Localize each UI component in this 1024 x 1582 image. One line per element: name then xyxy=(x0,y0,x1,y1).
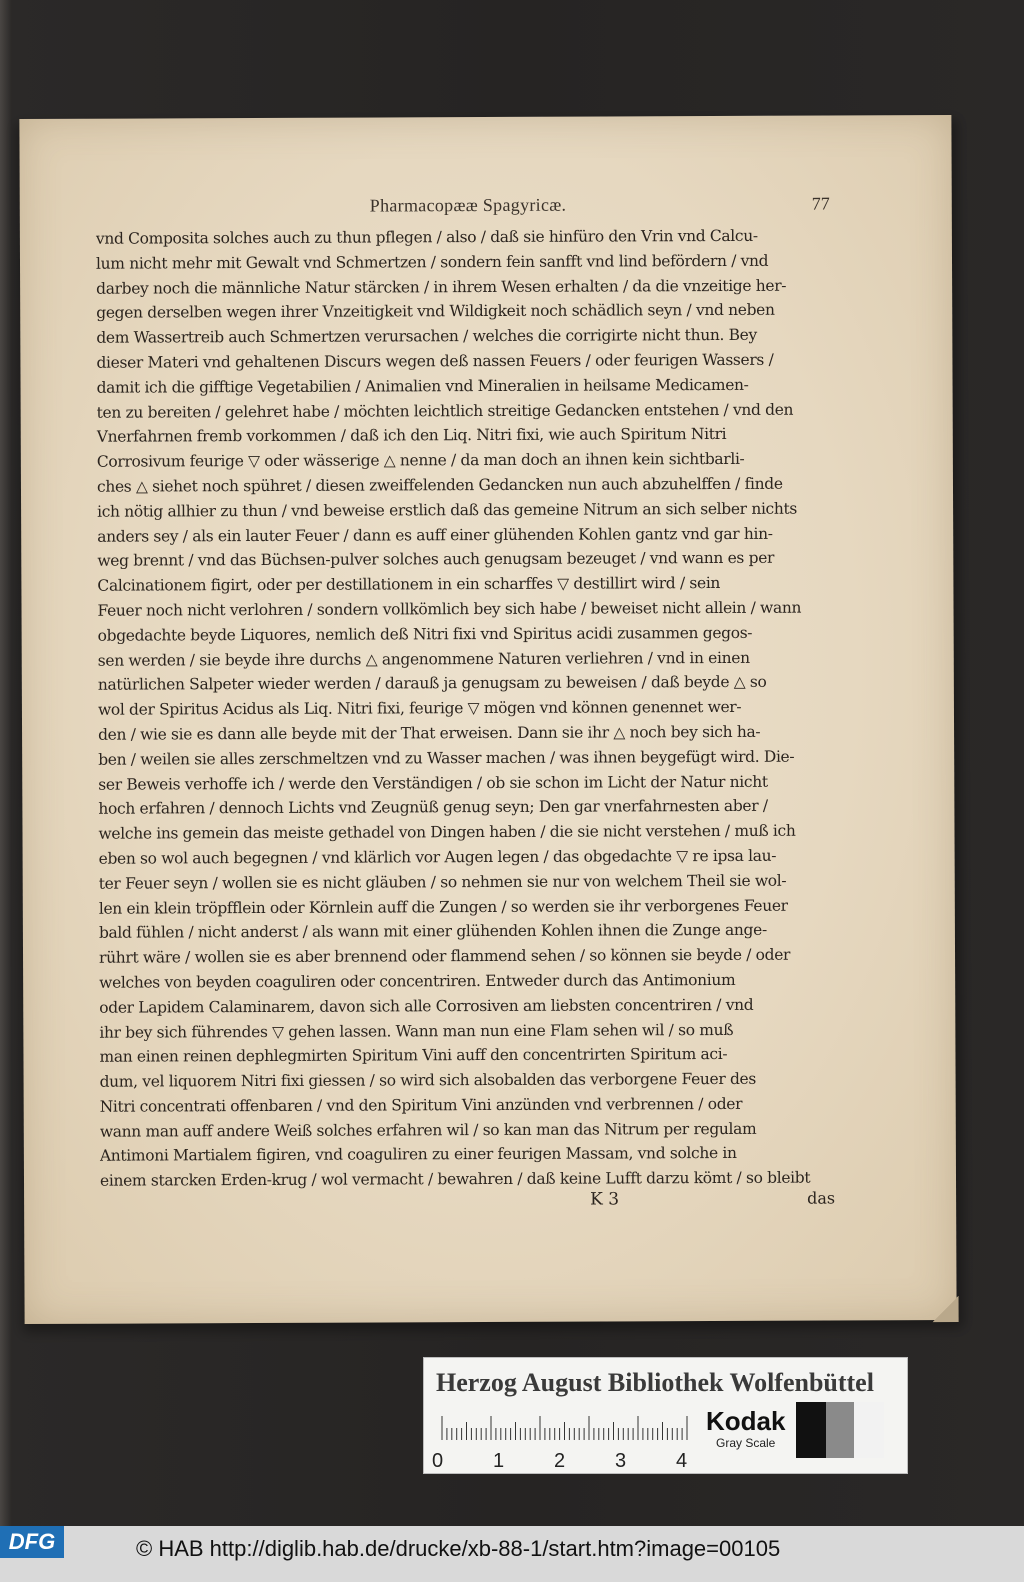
book-spine-edge xyxy=(0,0,12,1540)
text-line: weg brennt / vnd das Büchsen-pulver solches auch genugsam bezeuget / vnd wann es per xyxy=(97,549,775,571)
ruler-numbers xyxy=(432,1450,702,1474)
text-line: dieser Materi vnd gehaltenen Discurs wegen deß nassen Feuers / oder feurigen Wassers / xyxy=(96,350,774,372)
text-line: den / wie sie es dann alle beyde mit der That erweisen. Dann sie ihr △ noch bey sich ha- xyxy=(98,722,761,744)
page-footer xyxy=(100,1188,835,1221)
text-line: eben so wol auch begegnen / vnd klärlich vor Augen legen / das obgedachte ▽ re ipsa lau- xyxy=(98,846,777,868)
page-number: 77 xyxy=(811,193,830,214)
gray-patch xyxy=(826,1402,854,1458)
text-line: dem Wassertreib auch Schmertzen verursachen / welches die corrigirte nicht thun. Bey xyxy=(96,326,757,347)
text-line: welche ins gemein das meiste gethadel von Dingen haben / die sie nicht verstehen / muß ich xyxy=(98,821,796,843)
text-line: man einen reinen dephlegmirten Spiritum Vini auff den concentrirten Spiritum aci- xyxy=(99,1045,728,1066)
page-header xyxy=(370,194,830,226)
text-line: ches △ siehet noch spühret / diesen zweiffelenden Gedancken nun auch abzuhelffen / finde xyxy=(96,474,783,496)
text-line: sen werden / sie beyde ihre durchs △ angenommene Naturen verliehren / vnd in einen xyxy=(97,648,750,670)
gray-patch xyxy=(854,1402,884,1458)
text-line: lum nicht mehr mit Gewalt vnd Schmertzen / sondern fein sanfft vnd lind befördern / vnd xyxy=(95,251,769,273)
text-line: ter Feuer seyn / wollen sie es nicht gläuben / so nehmen sie nur von welchem Theil sie wol- xyxy=(98,871,787,893)
credit-bar xyxy=(0,1526,1024,1582)
text-line: bald fühlen / nicht anderst / als wann mit einer glühenden Kohlen ihnen die Zunge ange- xyxy=(98,921,767,943)
body-text xyxy=(96,223,835,1193)
text-line: natürlichen Salpeter wieder werden / darauß ja genugsam zu beweisen / daß beyde △ so xyxy=(97,673,767,695)
text-line: wol der Spiritus Acidus als Liq. Nitri fixi, feurige ▽ mögen vnd können genennet wer- xyxy=(97,698,742,719)
text-line: welches von beyden coaguliren oder concentriren. Entweder durch das Antimonium xyxy=(99,970,736,992)
ruler-number: 0 xyxy=(432,1450,444,1472)
kodak-logo: Kodak xyxy=(706,1406,786,1436)
gray-scale-patches xyxy=(796,1402,884,1458)
credit-text: © HAB http://diglib.hab.de/drucke/xb-88-1/start.htm?image=00105 xyxy=(136,1536,781,1561)
text-line: ihr bey sich führendes ▽ gehen lassen. Wann man nun eine Flam sehen wil / so muß xyxy=(99,1020,734,1042)
text-line: Feuer noch nicht verlohren / sondern vollkömlich bey sich habe / beweiset nicht allein / wann xyxy=(97,598,802,620)
text-line: ten zu bereiten / gelehret habe / möchten leichtlich streitige Gedancken entstehen / vnd den xyxy=(96,400,794,422)
text-line: rührt wäre / wollen sie es aber brennend oder flammend sehen / so können sie beyde / oder xyxy=(98,945,791,967)
dfg-logo: DFG xyxy=(0,1526,64,1558)
text-line: ser Beweis verhoffe ich / werde den Verständigen / ob sie schon im Licht der Natur nicht xyxy=(98,772,768,794)
page-corner-curl xyxy=(933,1296,959,1322)
kodak-subtitle: Gray Scale xyxy=(716,1436,776,1450)
ruler-number: 4 xyxy=(676,1450,688,1472)
text-line: Nitri concentrati offenbaren / vnd den Spiritum Vini anzünden vnd verbrennen / oder xyxy=(99,1094,743,1116)
text-line: len ein klein tröpfflein oder Körnlein auff die Zungen / so werden sie ihr verborgenes Feuer xyxy=(98,896,788,918)
text-line: hoch erfahren / dennoch Lichts vnd Zeugnüß genug seyn; Den gar vnerfahrnesten aber / xyxy=(98,797,768,819)
color-calibration-card xyxy=(423,1357,908,1474)
signature-mark: K 3 xyxy=(590,1189,620,1210)
text-line: einem starcken Erden-krug / wol vermacht / bewahren / daß keine Lufft darzu kömt / so bleibt xyxy=(99,1168,811,1190)
text-line: ben / weilen sie alles zerschmeltzen vnd zu Wasser machen / was ihnen beygefügt wird. Die- xyxy=(98,747,795,769)
ruler-number: 2 xyxy=(554,1450,566,1472)
text-line: ich nötig allhier zu thun / vnd beweise erstlich daß das gemeine Nitrum an sich selber nichts xyxy=(97,499,798,521)
text-line: obgedachte beyde Liquores, nemlich deß Nitri fixi vnd Spiritus acidi zusammen gegos- xyxy=(97,623,753,645)
ruler-scale xyxy=(440,1414,690,1440)
catchword: das xyxy=(807,1188,836,1208)
text-line: Antimoni Martialem figiren, vnd coaguliren zu einer feurigen Massam, vnd solche in xyxy=(99,1144,737,1166)
text-line: vnd Composita solches auch zu thun pflegen / also / daß sie hinfüro den Vrin vnd Calcu- xyxy=(95,226,758,248)
gray-patch xyxy=(796,1402,826,1458)
text-line: Vnerfahrnen fremb vorkommen / daß ich den Liq. Nitri fixi, wie auch Spiritum Nitri xyxy=(96,425,727,447)
text-line: damit ich die gifftige Vegetabilien / Animalien vnd Mineralien in heilsame Medicamen- xyxy=(96,375,749,397)
text-line: wann man auff andere Weiß solches erfahren wil / so kan man das Nitrum per regulam xyxy=(99,1119,757,1141)
ruler-number: 3 xyxy=(615,1450,627,1472)
card-title: Herzog August Bibliothek Wolfenbüttel xyxy=(436,1368,874,1397)
ruler-number: 1 xyxy=(493,1450,505,1472)
running-title: Pharmacopææ Spagyricæ. xyxy=(369,194,567,216)
text-line: gegen derselben wegen ihrer Vnzeitigkeit vnd Wildigkeit noch schädlich seyn / vnd neben xyxy=(96,301,775,323)
text-line: oder Lapidem Calaminarem, davon sich alle Corrosiven am liebsten concentriren / vnd xyxy=(99,995,754,1017)
book-page xyxy=(19,115,956,1324)
text-line: dum, vel liquorem Nitri fixi giessen / so wird sich alsobalden das verborgene Feuer des xyxy=(99,1069,757,1091)
text-line: Corrosivum feurige ▽ oder wässerige △ nenne / da man doch an ihnen kein sichtbarli- xyxy=(96,450,745,471)
text-line: anders sey / als ein lauter Feuer / dann es auff einer glühenden Kohlen gantz vnd gar hin- xyxy=(97,524,773,546)
text-line: darbey noch die männliche Natur stärcken / in ihrem Wesen erhalten / da die vnzeitige her- xyxy=(96,276,787,298)
text-line: Calcinationem figirt, oder per destillationem in ein scharffes ▽ destillirt wird / sein xyxy=(97,574,721,595)
